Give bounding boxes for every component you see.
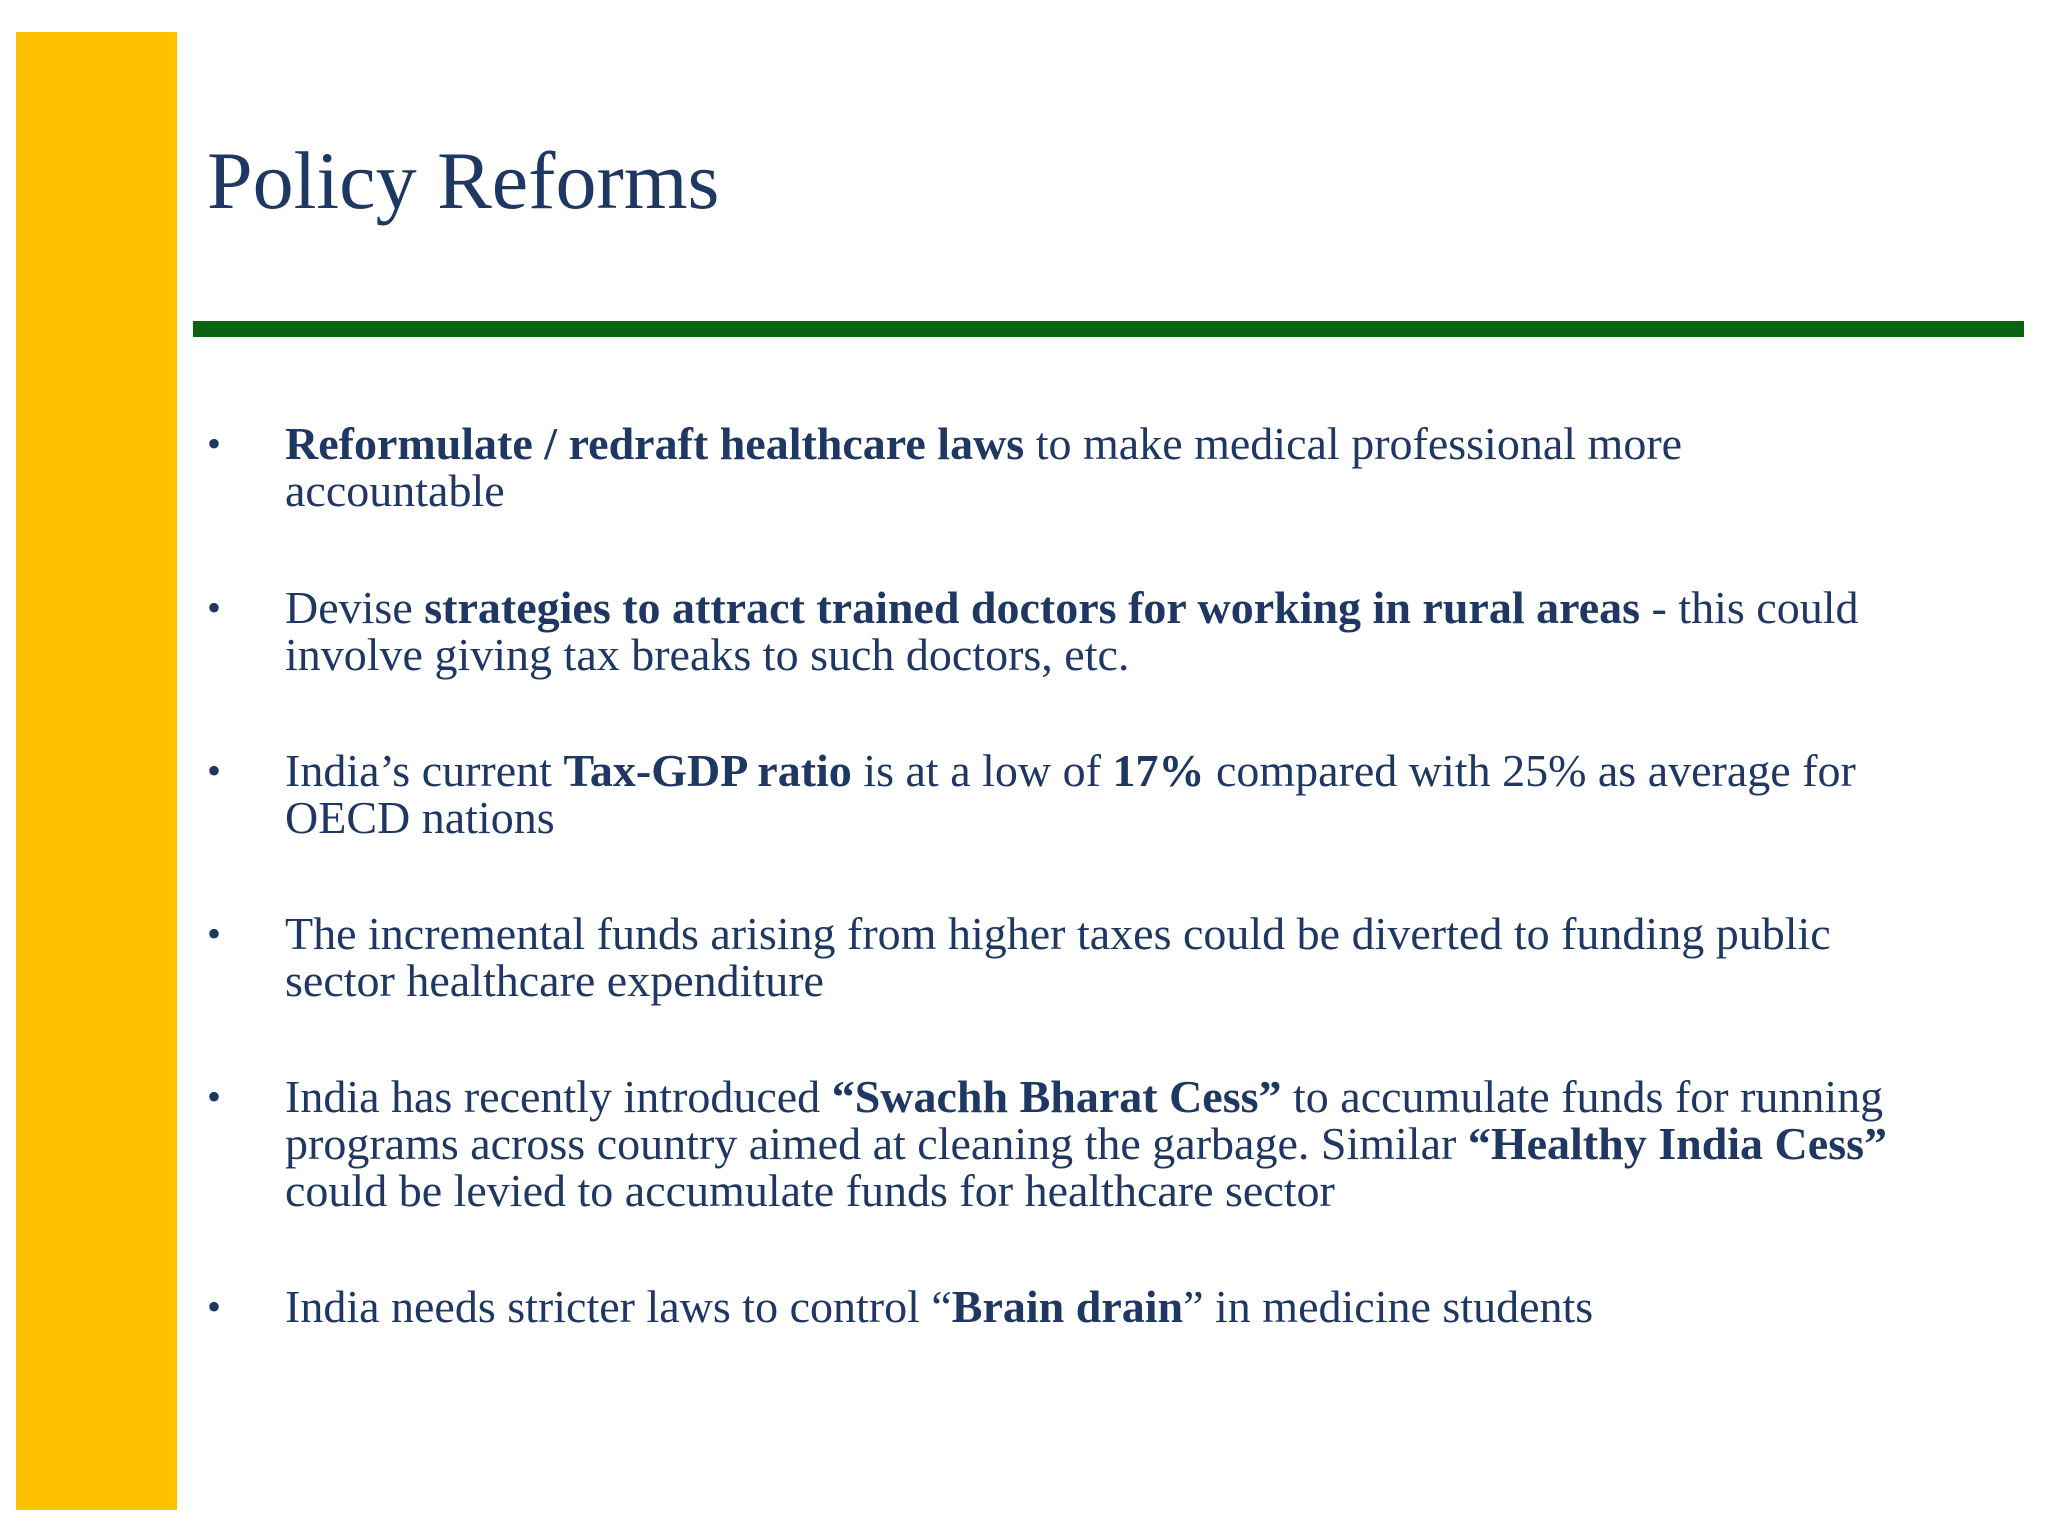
bullet-text <box>285 420 1905 514</box>
accent-bar <box>16 32 177 1510</box>
bullet-bold-text: 17% <box>1112 745 1205 796</box>
bullet-bold-text: Tax-GDP ratio <box>563 745 852 796</box>
bullet-plain-text: compared with 25% as average for OECD nations <box>285 745 1856 843</box>
bullet-plain-text: to accumulate funds for running programs across country aimed at cleaning the garbage. Similar <box>285 1071 1884 1169</box>
bullet-marker: • <box>207 1284 222 1329</box>
bullet-plain-text: to make medical professional more accountable <box>285 418 1683 516</box>
title-underline-rule <box>193 321 2024 337</box>
bullet-bold-text: “Swachh Bharat Cess” <box>831 1071 1282 1122</box>
slide-title: Policy Reforms <box>207 135 720 226</box>
bullet-plain-text: could be levied to accumulate funds for healthcare sector <box>285 1165 1335 1216</box>
bullet-plain-text: Devise <box>285 582 425 633</box>
bullet-plain-text: India needs stricter laws to control “ <box>285 1281 952 1332</box>
bullet-plain-text: - this could involve giving tax breaks to such doctors, etc. <box>285 582 1859 680</box>
bullet-plain-text: The incremental funds arising from higher taxes could be diverted to funding public sector healthcare expenditure <box>285 908 1831 1006</box>
bullet-text <box>285 1283 1905 1330</box>
bullet-marker: • <box>207 748 222 793</box>
bullet-bold-text: Brain drain <box>951 1281 1184 1332</box>
bullet-text <box>285 584 1905 678</box>
bullet-plain-text: ” in medicine students <box>1183 1281 1594 1332</box>
bullet-bold-text: Reformulate / redraft healthcare laws <box>285 418 1025 469</box>
bullet-bold-text: “Healthy India Cess” <box>1467 1118 1887 1169</box>
bullet-marker: • <box>207 585 222 630</box>
bullet-plain-text: India has recently introduced <box>285 1071 832 1122</box>
bullet-plain-text: is at a low of <box>851 745 1113 796</box>
bullet-marker: • <box>207 911 222 956</box>
bullet-marker: • <box>207 421 222 466</box>
bullet-text <box>285 910 1905 1004</box>
bullet-text <box>285 1073 1905 1214</box>
bullet-bold-text: strategies to attract trained doctors for working in rural areas <box>424 582 1641 633</box>
bullet-marker: • <box>207 1074 222 1119</box>
bullet-text <box>285 747 1905 841</box>
bullet-plain-text: India’s current <box>285 745 564 796</box>
